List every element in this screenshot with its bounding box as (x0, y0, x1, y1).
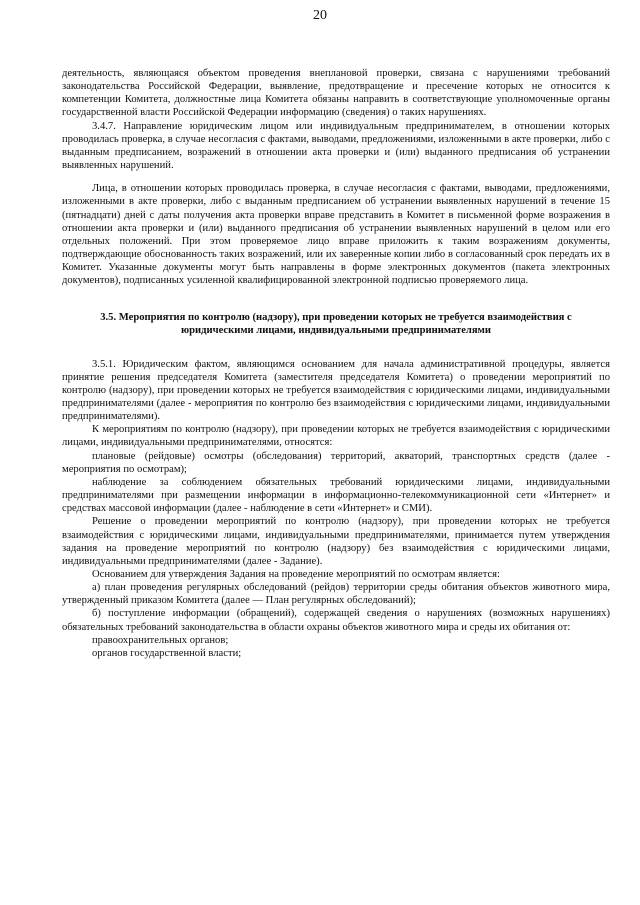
paragraph: наблюдение за соблюдением обязательных требований юридическими лицами, индивидуальными предпринимателями при размещении информации в информационно-телекоммуникационной сети «Интернет» и средствах массовой информации (далее - наблюдение в сети «Интернет» и СМИ). (62, 476, 610, 515)
paragraph-3-5-1: 3.5.1. Юридическим фактом, являющимся основанием для начала административной процедуры, является принятие решения председателя Комитета (заместителя председателя Комитета) о проведении мероприятий по контролю (надзору), при проведении которых не требуется взаимодействия с юридическими лицами, индивидуальными предпринимателями (далее - мероприятия по контролю без взаимодействия с юридическими лицами, индивидуальными предпринимателями). (62, 358, 610, 423)
document-body (62, 67, 610, 660)
paragraph: деятельность, являющаяся объектом проведения внеплановой проверки, связана с нарушениями требований законодательства Российской Федерации, выявление, предотвращение и пресечение которых не относится к компетенции Комитета, должностные лица Комитета обязаны направить в соответствующие уполномоченные органы государственной власти Российской Федерации информацию (сведения) о таких нарушениях. (62, 68, 610, 119)
list-item: правоохранительных органов; (92, 634, 229, 646)
paragraph: плановые (рейдовые) осмотры (обследования) территорий, акваторий, транспортных средств (далее - мероприятия по осмотрам); (62, 450, 610, 475)
paragraph: Решение о проведении мероприятий по контролю (надзору), при проведении которых не требуется взаимодействия с юридическими лицами, индивидуальными предпринимателями, принимается путем утверждения задания на проведение мероприятий по контролю (надзору) без взаимодействия с юридическими лицами, индивидуальными предпринимателями (далее - Задание). (62, 516, 610, 567)
page-number: 20 (313, 8, 327, 23)
section-heading-3-5: 3.5. Мероприятия по контролю (надзору), при проведении которых не требуется взаимодействия с юридическими лицами, индивидуальными предпринимателями (100, 311, 572, 336)
paragraph: б) поступление информации (обращений), содержащей сведения о нарушениях (возможных нарушениях) обязательных требований законодательства в области охраны объектов животного мира и среды их обитания от: (62, 608, 610, 633)
paragraph: Лица, в отношении которых проводилась проверка, в случае несогласия с фактами, выводами, предложениями, изложенными в акте проверки, либо с выданным предписанием об устранении выявленных нарушений в течение 15 (пятнадцати) дней с даты получения акта проверки вправе представить в Комитет в письменной форме возражения в отношении акта проверки и (или) выданного предписания об устранении выявленных нарушений в целом или его отдельных положений. При этом проверяемое лицо вправе приложить к таким возражениям документы, подтверждающие обоснованность таких возражений, или их заверенные копии либо в согласованный срок передать их в Комитет. Указанные документы могут быть направлены в форме электронных документов (пакета электронных документов), подписанных усиленной квалифицированной электронной подписью проверяемого лица. (62, 183, 610, 287)
paragraph: Основанием для утверждения Задания на проведение мероприятий по осмотрам является: (92, 569, 500, 580)
authority-list (62, 634, 610, 660)
paragraph-3-4-7: 3.4.7. Направление юридическим лицом или индивидуальным предпринимателем, в отношении которых проводилась проверка, в случае несогласия с фактами, выводами, предложениями, изложенными в акте проверки, либо с выданным предписанием, возражений в отношении акта проверки и (или) выданного предписания об устранении выявленных нарушений. (62, 120, 610, 172)
paragraph: а) план проведения регулярных обследований (рейдов) территории среды обитания объектов животного мира, утвержденный приказом Комитета (далее — План регулярных обследований); (62, 582, 610, 607)
list-item: органов государственной власти; (92, 647, 242, 659)
paragraph: К мероприятиям по контролю (надзору), при проведении которых не требуется взаимодействия с юридическими лицами, индивидуальными предпринимателями, относятся: (62, 424, 610, 449)
